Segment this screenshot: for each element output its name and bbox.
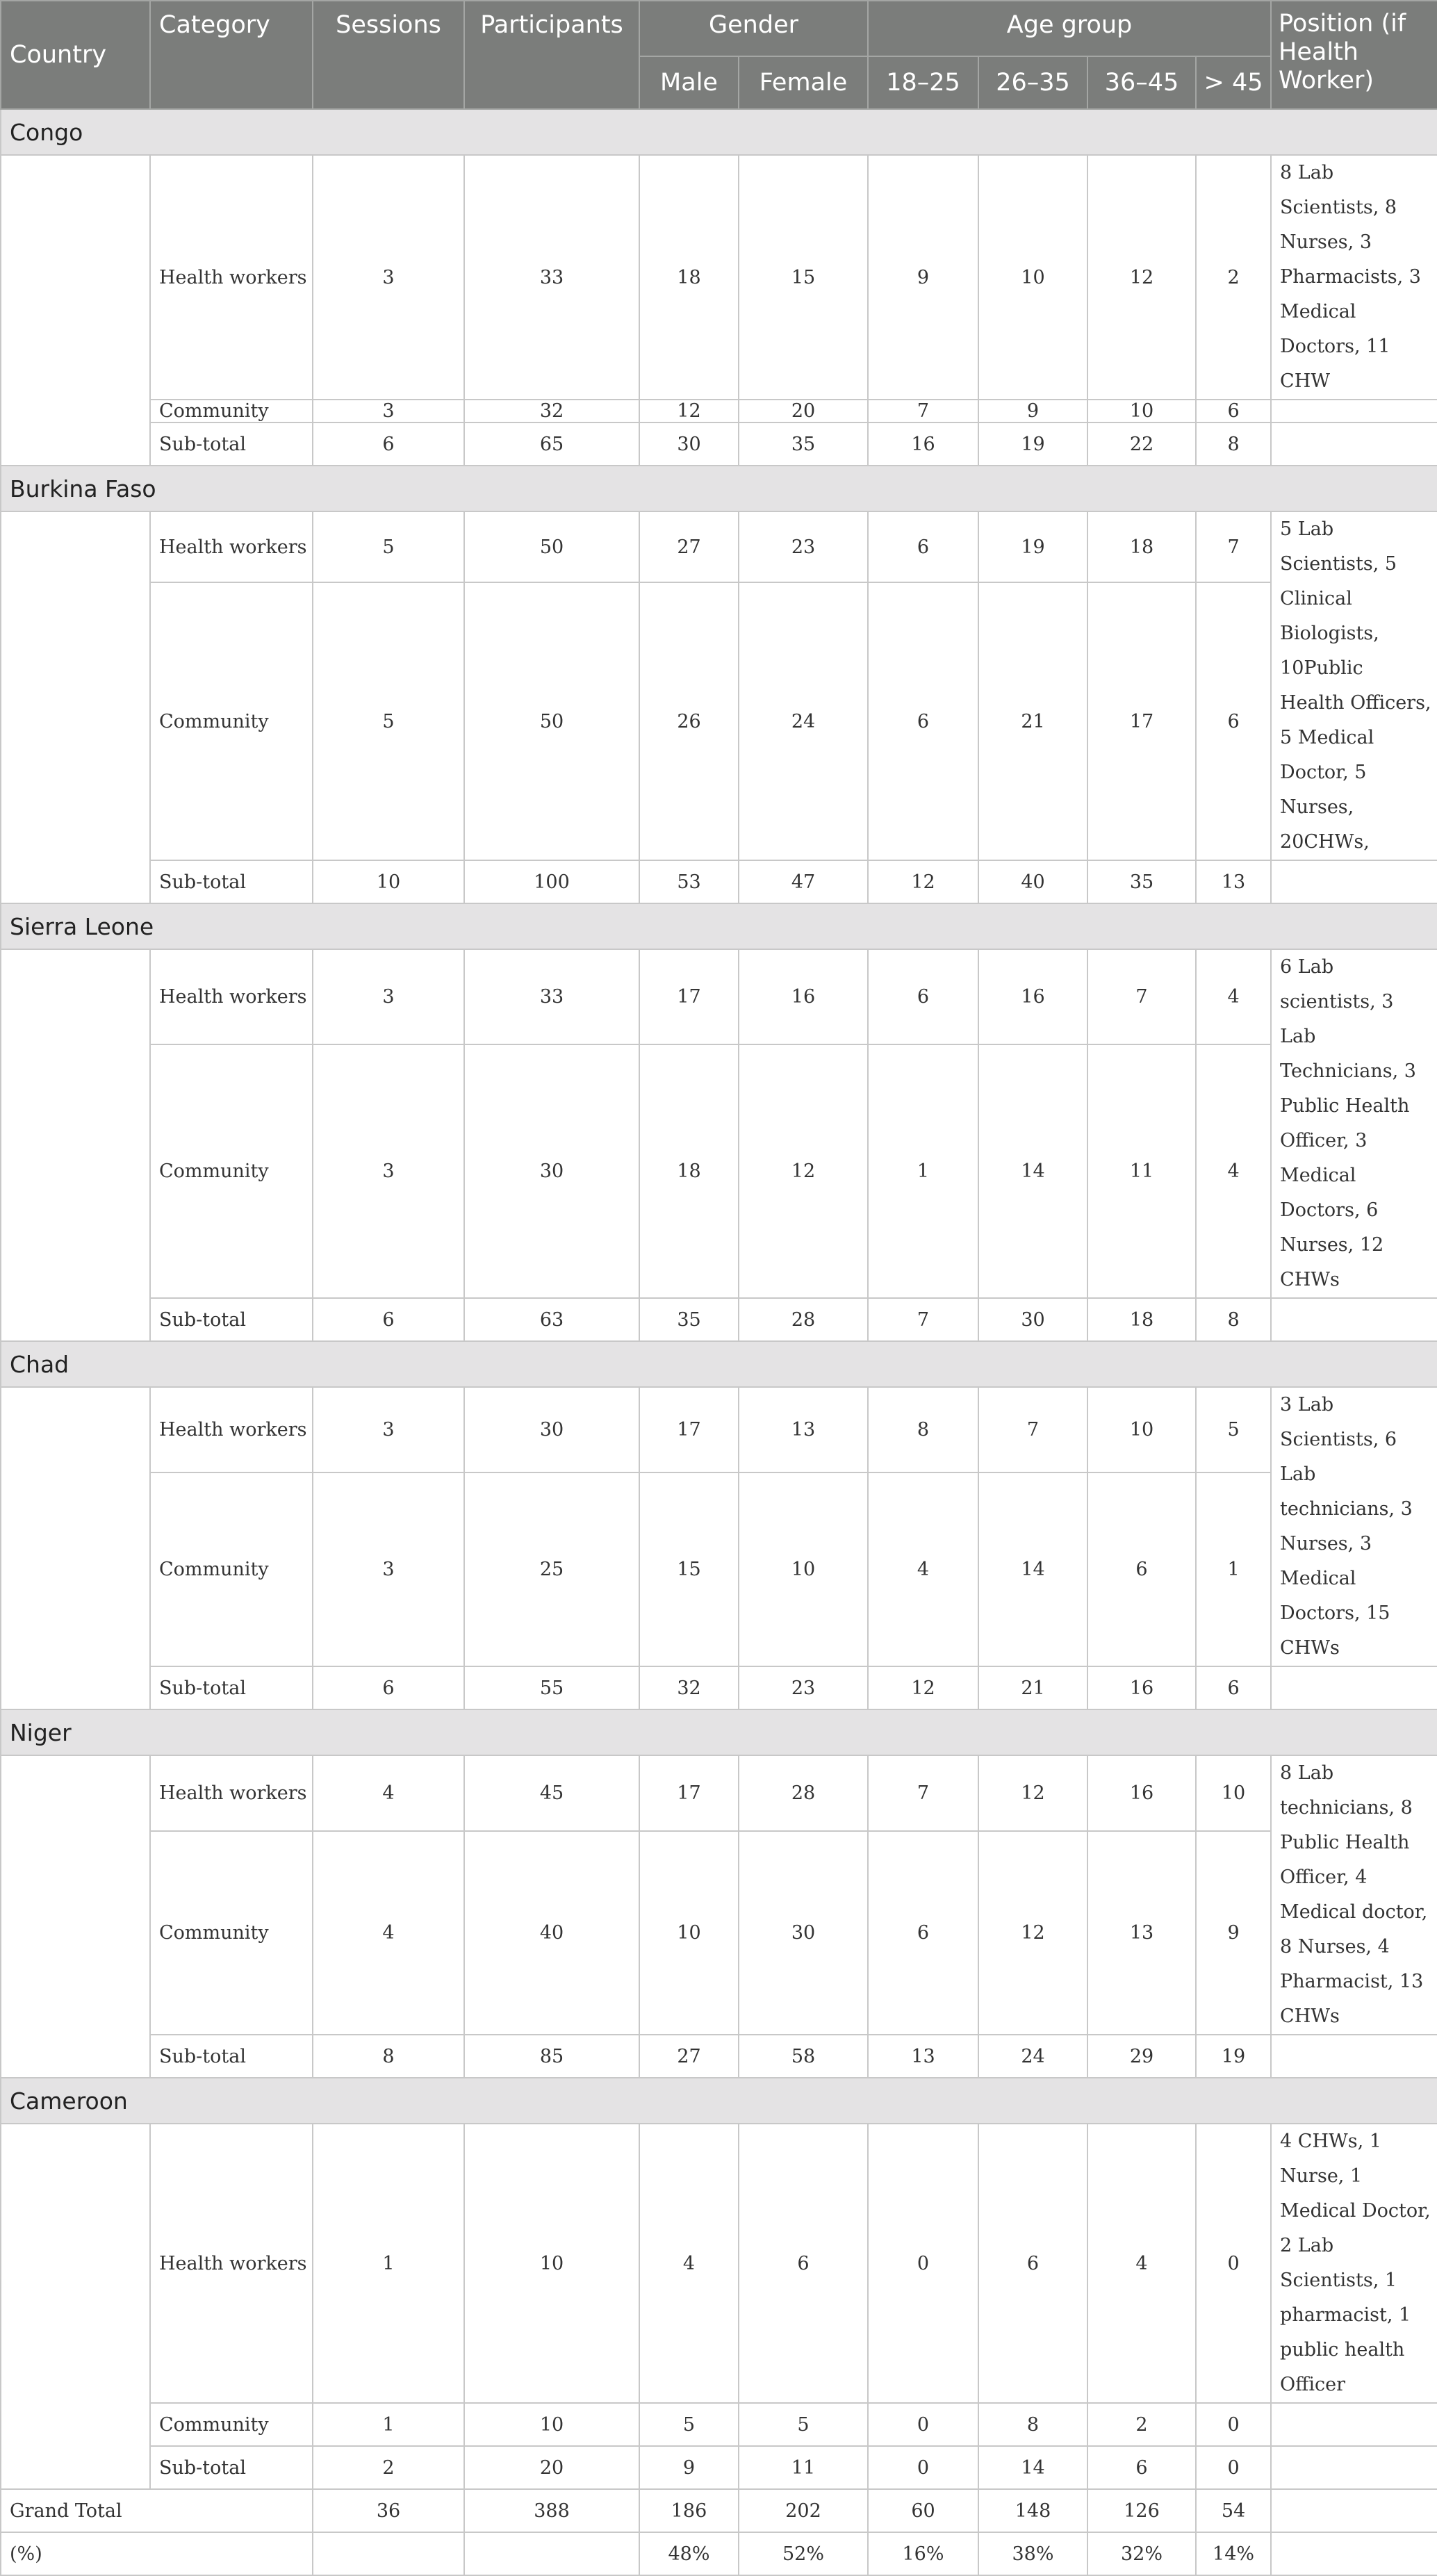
participants-cell: 100 <box>464 860 639 903</box>
age-36-45-cell: 10 <box>1087 400 1196 423</box>
age-over-45-cell: 4 <box>1196 949 1271 1044</box>
category-cell: Community <box>150 2403 313 2446</box>
header-age-26-35: 26–35 <box>978 56 1087 109</box>
age-26-35-cell: 24 <box>978 2035 1087 2078</box>
age-18-25-cell: 6 <box>868 511 978 582</box>
participants-cell: 33 <box>464 155 639 400</box>
header-age-36-45: 36–45 <box>1087 56 1196 109</box>
participants-cell: 10 <box>464 2124 639 2403</box>
age-36-45-cell: 126 <box>1087 2489 1196 2532</box>
sessions-cell <box>313 2532 464 2575</box>
age-26-35-cell: 19 <box>978 423 1087 466</box>
category-cell: Community <box>150 1472 313 1666</box>
female-cell: 28 <box>739 1755 868 1831</box>
grand-total-row <box>1 2489 1437 2532</box>
country-name: Congo <box>1 109 1437 155</box>
male-cell: 18 <box>639 1044 739 1299</box>
age-over-45-cell: 13 <box>1196 860 1271 903</box>
age-36-45-cell: 17 <box>1087 582 1196 860</box>
female-cell: 24 <box>739 582 868 860</box>
female-cell: 10 <box>739 1472 868 1666</box>
sessions-cell: 3 <box>313 949 464 1044</box>
age-over-45-cell: 6 <box>1196 400 1271 423</box>
sessions-cell: 10 <box>313 860 464 903</box>
participants-cell: 25 <box>464 1472 639 1666</box>
age-36-45-cell: 11 <box>1087 1044 1196 1299</box>
age-over-45-cell: 54 <box>1196 2489 1271 2532</box>
age-over-45-cell: 8 <box>1196 423 1271 466</box>
country-row-burkina-faso <box>1 466 1437 511</box>
country-row-chad <box>1 1341 1437 1387</box>
age-over-45-cell: 8 <box>1196 1298 1271 1341</box>
header-age-18-25: 18–25 <box>868 56 978 109</box>
header-age-over-45: > 45 <box>1196 56 1271 109</box>
category-cell: Health workers <box>150 511 313 582</box>
age-18-25-cell: 4 <box>868 1472 978 1666</box>
header-male: Male <box>639 56 739 109</box>
position-cell <box>1271 2403 1437 2446</box>
header-female: Female <box>739 56 868 109</box>
age-26-35-cell: 21 <box>978 582 1087 860</box>
header-category: Category <box>150 1 313 109</box>
female-cell: 6 <box>739 2124 868 2403</box>
table-row <box>1 582 1437 860</box>
position-cell <box>1271 860 1437 903</box>
position-cell: 5 Lab Scientists, 5 Clinical Biologists, 10Public Health Officers, 5 Medical Doctor, 5 Nurses, 20CHWs, <box>1271 511 1437 860</box>
male-cell: 9 <box>639 2446 739 2489</box>
sessions-cell: 6 <box>313 423 464 466</box>
country-name: Chad <box>1 1341 1437 1387</box>
header-gender: Gender <box>639 1 868 56</box>
subtotal-row <box>1 1666 1437 1709</box>
age-over-45-cell: 7 <box>1196 511 1271 582</box>
male-cell: 35 <box>639 1298 739 1341</box>
age-36-45-cell: 12 <box>1087 155 1196 400</box>
age-over-45-cell: 6 <box>1196 1666 1271 1709</box>
age-36-45-cell: 2 <box>1087 2403 1196 2446</box>
position-cell <box>1271 1298 1437 1341</box>
female-cell: 23 <box>739 1666 868 1709</box>
female-cell: 35 <box>739 423 868 466</box>
category-cell: Health workers <box>150 1387 313 1472</box>
country-spacer <box>1 155 150 466</box>
age-36-45-cell: 6 <box>1087 2446 1196 2489</box>
country-spacer <box>1 1387 150 1709</box>
age-over-45-cell: 14% <box>1196 2532 1271 2575</box>
participants-cell: 63 <box>464 1298 639 1341</box>
table-row <box>1 1044 1437 1299</box>
participants-cell: 40 <box>464 1831 639 2035</box>
age-36-45-cell: 18 <box>1087 1298 1196 1341</box>
participants-cell: 65 <box>464 423 639 466</box>
age-26-35-cell: 38% <box>978 2532 1087 2575</box>
sessions-cell: 3 <box>313 155 464 400</box>
table-row <box>1 2403 1437 2446</box>
age-26-35-cell: 12 <box>978 1831 1087 2035</box>
category-cell: Sub-total <box>150 423 313 466</box>
table-row <box>1 400 1437 423</box>
position-cell <box>1271 423 1437 466</box>
age-36-45-cell: 22 <box>1087 423 1196 466</box>
country-row-congo <box>1 109 1437 155</box>
age-over-45-cell: 6 <box>1196 582 1271 860</box>
age-36-45-cell: 16 <box>1087 1755 1196 1831</box>
table-row <box>1 1831 1437 2035</box>
female-cell: 47 <box>739 860 868 903</box>
age-36-45-cell: 29 <box>1087 2035 1196 2078</box>
table-row <box>1 1472 1437 1666</box>
sessions-cell: 5 <box>313 511 464 582</box>
male-cell: 53 <box>639 860 739 903</box>
age-18-25-cell: 6 <box>868 1831 978 2035</box>
table-row <box>1 511 1437 582</box>
table-body <box>1 109 1437 2575</box>
age-over-45-cell: 0 <box>1196 2446 1271 2489</box>
male-cell: 15 <box>639 1472 739 1666</box>
sessions-cell: 3 <box>313 1472 464 1666</box>
sessions-cell: 4 <box>313 1831 464 2035</box>
participants-cell: 55 <box>464 1666 639 1709</box>
sessions-cell: 1 <box>313 2403 464 2446</box>
male-cell: 10 <box>639 1831 739 2035</box>
age-26-35-cell: 9 <box>978 400 1087 423</box>
age-18-25-cell: 9 <box>868 155 978 400</box>
participants-cell: 85 <box>464 2035 639 2078</box>
country-name: Sierra Leone <box>1 903 1437 949</box>
participants-cell: 10 <box>464 2403 639 2446</box>
age-36-45-cell: 18 <box>1087 511 1196 582</box>
country-row-niger <box>1 1709 1437 1755</box>
category-cell: Community <box>150 582 313 860</box>
age-26-35-cell: 14 <box>978 2446 1087 2489</box>
subtotal-row <box>1 423 1437 466</box>
female-cell: 52% <box>739 2532 868 2575</box>
category-cell: Community <box>150 1044 313 1299</box>
age-18-25-cell: 7 <box>868 1298 978 1341</box>
age-18-25-cell: 6 <box>868 949 978 1044</box>
position-cell: 8 Lab Scientists, 8 Nurses, 3 Pharmacists, 3 Medical Doctors, 11 CHW <box>1271 155 1437 400</box>
country-spacer <box>1 1755 150 2078</box>
category-cell: Community <box>150 400 313 423</box>
male-cell: 186 <box>639 2489 739 2532</box>
age-18-25-cell: 13 <box>868 2035 978 2078</box>
age-18-25-cell: 12 <box>868 1666 978 1709</box>
age-26-35-cell: 40 <box>978 860 1087 903</box>
sessions-cell: 3 <box>313 1387 464 1472</box>
participants-cell: 50 <box>464 511 639 582</box>
female-cell: 30 <box>739 1831 868 2035</box>
country-name: Niger <box>1 1709 1437 1755</box>
female-cell: 28 <box>739 1298 868 1341</box>
age-18-25-cell: 60 <box>868 2489 978 2532</box>
age-over-45-cell: 1 <box>1196 1472 1271 1666</box>
age-18-25-cell: 16 <box>868 423 978 466</box>
male-cell: 17 <box>639 949 739 1044</box>
age-36-45-cell: 35 <box>1087 860 1196 903</box>
age-18-25-cell: 1 <box>868 1044 978 1299</box>
position-cell: 4 CHWs, 1 Nurse, 1 Medical Doctor, 2 Lab Scientists, 1 pharmacist, 1 public health Officer <box>1271 2124 1437 2403</box>
subtotal-row <box>1 2446 1437 2489</box>
table-row <box>1 949 1437 1044</box>
age-36-45-cell: 7 <box>1087 949 1196 1044</box>
age-26-35-cell: 19 <box>978 511 1087 582</box>
country-name: Cameroon <box>1 2078 1437 2124</box>
category-cell: Sub-total <box>150 1666 313 1709</box>
age-18-25-cell: 0 <box>868 2446 978 2489</box>
female-cell: 20 <box>739 400 868 423</box>
country-name: Burkina Faso <box>1 466 1437 511</box>
category-cell: Sub-total <box>150 2035 313 2078</box>
percent-label: (%) <box>1 2532 313 2575</box>
male-cell: 27 <box>639 2035 739 2078</box>
age-18-25-cell: 7 <box>868 400 978 423</box>
age-36-45-cell: 10 <box>1087 1387 1196 1472</box>
table-row <box>1 1387 1437 1472</box>
age-36-45-cell: 4 <box>1087 2124 1196 2403</box>
age-18-25-cell: 8 <box>868 1387 978 1472</box>
male-cell: 48% <box>639 2532 739 2575</box>
male-cell: 30 <box>639 423 739 466</box>
position-cell: 6 Lab scientists, 3 Lab Technicians, 3 Public Health Officer, 3 Medical Doctors, 6 Nurses, 12 CHWs <box>1271 949 1437 1298</box>
participants-cell: 20 <box>464 2446 639 2489</box>
participants-cell: 33 <box>464 949 639 1044</box>
male-cell: 17 <box>639 1755 739 1831</box>
female-cell: 11 <box>739 2446 868 2489</box>
age-over-45-cell: 19 <box>1196 2035 1271 2078</box>
sessions-cell: 6 <box>313 1666 464 1709</box>
percent-row <box>1 2532 1437 2575</box>
male-cell: 17 <box>639 1387 739 1472</box>
category-cell: Sub-total <box>150 2446 313 2489</box>
category-cell: Health workers <box>150 949 313 1044</box>
sessions-cell: 4 <box>313 1755 464 1831</box>
age-over-45-cell: 0 <box>1196 2403 1271 2446</box>
subtotal-row <box>1 1298 1437 1341</box>
male-cell: 12 <box>639 400 739 423</box>
participants-cell: 32 <box>464 400 639 423</box>
male-cell: 26 <box>639 582 739 860</box>
sessions-cell: 6 <box>313 1298 464 1341</box>
header-position: Position (if Health Worker) <box>1271 1 1437 109</box>
age-18-25-cell: 0 <box>868 2403 978 2446</box>
age-over-45-cell: 2 <box>1196 155 1271 400</box>
male-cell: 5 <box>639 2403 739 2446</box>
age-26-35-cell: 6 <box>978 2124 1087 2403</box>
country-spacer <box>1 2124 150 2489</box>
header-sessions: Sessions <box>313 1 464 109</box>
grand-total-label: Grand Total <box>1 2489 313 2532</box>
position-cell <box>1271 2532 1437 2575</box>
male-cell: 27 <box>639 511 739 582</box>
age-26-35-cell: 14 <box>978 1044 1087 1299</box>
position-cell: 8 Lab technicians, 8 Public Health Officer, 4 Medical doctor, 8 Nurses, 4 Pharmacist, 13 CHWs <box>1271 1755 1437 2035</box>
age-18-25-cell: 0 <box>868 2124 978 2403</box>
age-36-45-cell: 16 <box>1087 1666 1196 1709</box>
category-cell: Health workers <box>150 155 313 400</box>
header-participants: Participants <box>464 1 639 109</box>
header-age-group: Age group <box>868 1 1271 56</box>
position-cell <box>1271 1666 1437 1709</box>
age-26-35-cell: 12 <box>978 1755 1087 1831</box>
female-cell: 13 <box>739 1387 868 1472</box>
category-cell: Sub-total <box>150 860 313 903</box>
category-cell: Health workers <box>150 1755 313 1831</box>
participants-cell: 30 <box>464 1387 639 1472</box>
age-over-45-cell: 5 <box>1196 1387 1271 1472</box>
age-26-35-cell: 21 <box>978 1666 1087 1709</box>
age-18-25-cell: 12 <box>868 860 978 903</box>
participants-cell: 30 <box>464 1044 639 1299</box>
participants-cell: 388 <box>464 2489 639 2532</box>
position-cell <box>1271 2489 1437 2532</box>
participants-cell <box>464 2532 639 2575</box>
country-spacer <box>1 511 150 903</box>
age-over-45-cell: 9 <box>1196 1831 1271 2035</box>
age-18-25-cell: 6 <box>868 582 978 860</box>
female-cell: 202 <box>739 2489 868 2532</box>
age-over-45-cell: 10 <box>1196 1755 1271 1831</box>
category-cell: Health workers <box>150 2124 313 2403</box>
female-cell: 16 <box>739 949 868 1044</box>
age-36-45-cell: 13 <box>1087 1831 1196 2035</box>
age-26-35-cell: 16 <box>978 949 1087 1044</box>
table-row <box>1 155 1437 400</box>
sessions-cell: 1 <box>313 2124 464 2403</box>
sessions-cell: 3 <box>313 1044 464 1299</box>
male-cell: 4 <box>639 2124 739 2403</box>
age-18-25-cell: 7 <box>868 1755 978 1831</box>
age-36-45-cell: 6 <box>1087 1472 1196 1666</box>
age-26-35-cell: 8 <box>978 2403 1087 2446</box>
female-cell: 5 <box>739 2403 868 2446</box>
age-26-35-cell: 14 <box>978 1472 1087 1666</box>
sessions-cell: 8 <box>313 2035 464 2078</box>
age-26-35-cell: 30 <box>978 1298 1087 1341</box>
participants-cell: 50 <box>464 582 639 860</box>
category-cell: Sub-total <box>150 1298 313 1341</box>
subtotal-row <box>1 860 1437 903</box>
country-row-sierra-leone <box>1 903 1437 949</box>
sessions-cell: 5 <box>313 582 464 860</box>
subtotal-row <box>1 2035 1437 2078</box>
female-cell: 58 <box>739 2035 868 2078</box>
age-26-35-cell: 148 <box>978 2489 1087 2532</box>
position-cell <box>1271 2035 1437 2078</box>
position-cell <box>1271 2446 1437 2489</box>
country-spacer <box>1 949 150 1341</box>
age-36-45-cell: 32% <box>1087 2532 1196 2575</box>
country-row-cameroon <box>1 2078 1437 2124</box>
male-cell: 18 <box>639 155 739 400</box>
category-cell: Community <box>150 1831 313 2035</box>
sessions-cell: 3 <box>313 400 464 423</box>
position-cell: 3 Lab Scientists, 6 Lab technicians, 3 Nurses, 3 Medical Doctors, 15 CHWs <box>1271 1387 1437 1666</box>
age-over-45-cell: 0 <box>1196 2124 1271 2403</box>
sessions-cell: 2 <box>313 2446 464 2489</box>
female-cell: 12 <box>739 1044 868 1299</box>
age-18-25-cell: 16% <box>868 2532 978 2575</box>
female-cell: 15 <box>739 155 868 400</box>
header-country: Country <box>1 1 150 109</box>
age-26-35-cell: 7 <box>978 1387 1087 1472</box>
table-row <box>1 2124 1437 2403</box>
male-cell: 32 <box>639 1666 739 1709</box>
table-row <box>1 1755 1437 1831</box>
age-over-45-cell: 4 <box>1196 1044 1271 1299</box>
female-cell: 23 <box>739 511 868 582</box>
participants-cell: 45 <box>464 1755 639 1831</box>
age-26-35-cell: 10 <box>978 155 1087 400</box>
table-header <box>1 1 1437 109</box>
position-cell <box>1271 400 1437 423</box>
sessions-cell: 36 <box>313 2489 464 2532</box>
